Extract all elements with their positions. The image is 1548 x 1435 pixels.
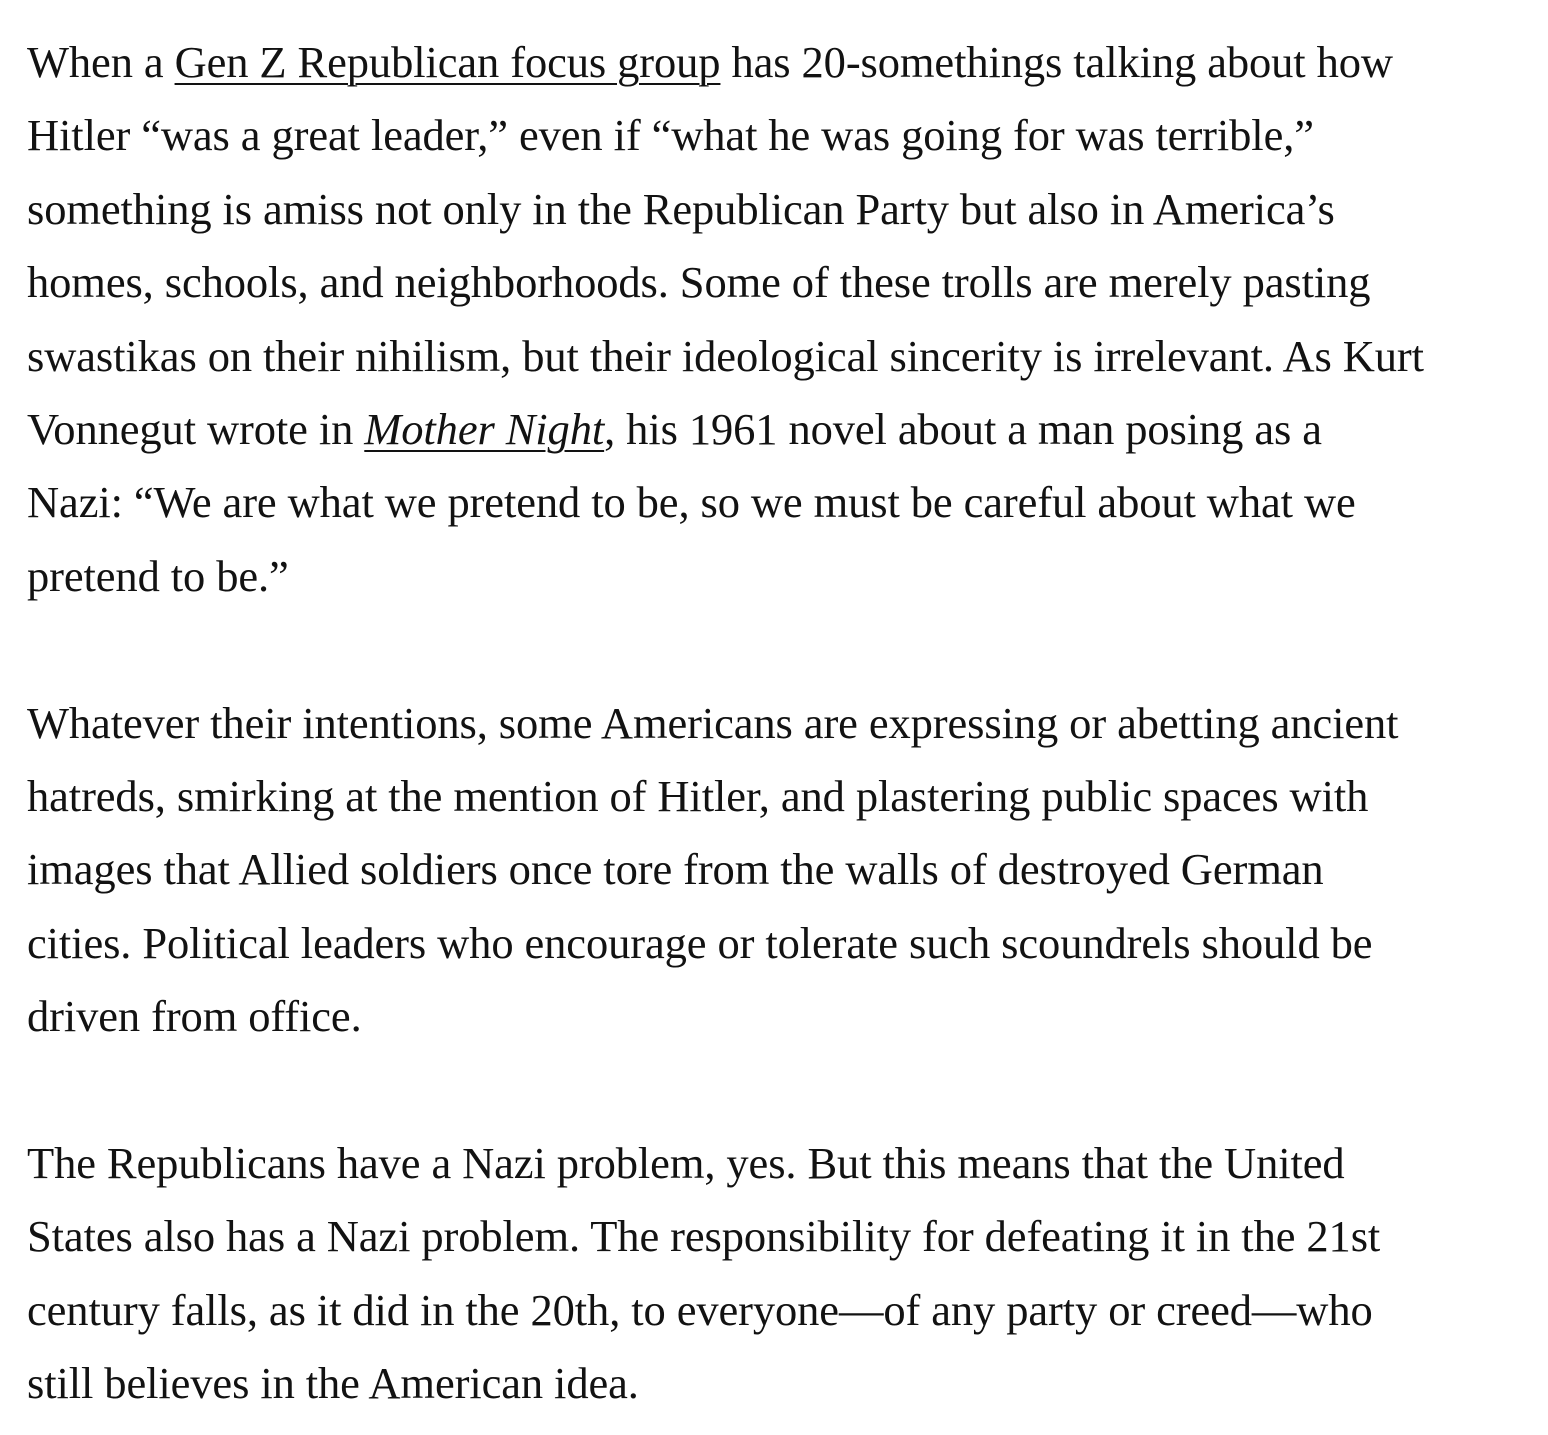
text-line: images that Allied soldiers once tore from the walls of destroyed German — [27, 844, 1324, 895]
text-line: something is amiss not only in the Republican Party but also in America’s — [27, 183, 1335, 234]
text-line-end: has 20-somethings talking about how — [720, 37, 1393, 87]
gen-z-focus-group-link[interactable]: Gen Z Republican focus group — [174, 37, 721, 87]
text-line: swastikas on their nihilism, but their ideological sincerity is irrelevant. As Kurt — [27, 330, 1424, 381]
text-line: driven from office. — [27, 991, 362, 1042]
text-line: century falls, as it did in the 20th, to everyone—of any party or creed—who — [27, 1284, 1373, 1335]
text-line: States also has a Nazi problem. The responsibility for defeating it in the 21st — [27, 1211, 1381, 1262]
text-line: homes, schools, and neighborhoods. Some of these trolls are merely pasting — [27, 257, 1371, 308]
book-title: Mother Night — [364, 403, 605, 454]
paragraph-2 — [27, 687, 1527, 1054]
text-line: cities. Political leaders who encourage or tolerate such scoundrels should be — [27, 917, 1373, 968]
text-line: The Republicans have a Nazi problem, yes. But this means that the United — [27, 1137, 1345, 1188]
text-line-end: , his 1961 novel about a man posing as a — [604, 403, 1322, 454]
text-line-start: Vonnegut wrote in — [27, 403, 365, 454]
article-body — [27, 26, 1527, 1420]
text-line: still believes in the American idea. — [27, 1358, 639, 1409]
text-line — [27, 26, 1527, 99]
text-line-start: When a — [27, 37, 175, 87]
text-line: Hitler “was a great leader,” even if “what he was going for was terrible,” — [27, 110, 1314, 161]
text-line — [27, 393, 1527, 466]
text-line: hatreds, smirking at the mention of Hitler, and plastering public spaces with — [27, 770, 1369, 821]
paragraph-3 — [27, 1127, 1527, 1421]
mother-night-link[interactable] — [364, 404, 604, 454]
text-line: Nazi: “We are what we pretend to be, so we must be careful about what we — [27, 477, 1356, 528]
paragraph-1 — [27, 26, 1527, 613]
text-line: Whatever their intentions, some Americans are expressing or abetting ancient — [27, 697, 1399, 748]
text-line: pretend to be.” — [27, 550, 289, 601]
